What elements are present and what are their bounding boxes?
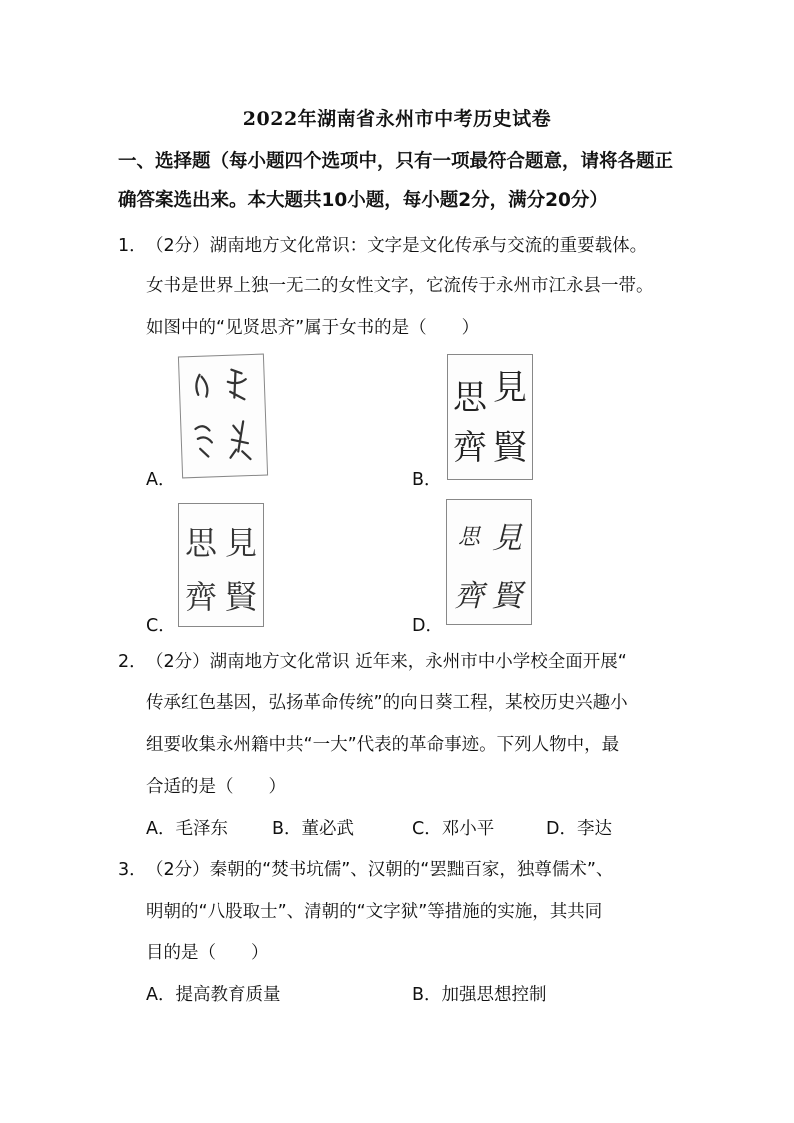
question-2-line-3: 组要收集永州籍中共“一大”代表的革命事迹。下列人物中，最 bbox=[146, 735, 620, 755]
question-3-line-3: 目的是（ ） bbox=[146, 943, 269, 963]
question-3-number: 3． bbox=[118, 860, 147, 880]
question-1-line-2: 女书是世界上独一无二的女性文字，它流传于永州市江永县一带。 bbox=[146, 276, 654, 296]
question-1-option-c-label[interactable]: C． bbox=[146, 616, 176, 636]
regular-glyphs bbox=[179, 504, 263, 626]
question-2-option-d[interactable]: D．李达 bbox=[546, 819, 612, 839]
option-d-seal-image[interactable] bbox=[446, 499, 532, 625]
question-1-option-a-label[interactable]: A． bbox=[146, 470, 176, 490]
question-1-option-d-label[interactable]: D． bbox=[412, 616, 443, 636]
question-2-option-b[interactable]: B．董必武 bbox=[272, 819, 355, 839]
seal-glyphs bbox=[447, 500, 531, 624]
svg-text:賢: 賢 bbox=[492, 579, 522, 614]
question-3-line-2: 明朝的“八股取士”、清朝的“文字狱”等措施的实施，其共同 bbox=[146, 902, 603, 922]
question-1-line-3: 如图中的“见贤思齐”属于女书的是（ ） bbox=[146, 318, 480, 338]
traditional-glyphs bbox=[448, 355, 532, 479]
question-3-option-a[interactable]: A．提高教育质量 bbox=[146, 985, 281, 1005]
section-heading-line-1: 一、选择题（每小题四个选项中，只有一项最符合题意，请将各题正 bbox=[118, 151, 674, 172]
question-3-option-b[interactable]: B．加强思想控制 bbox=[412, 985, 547, 1005]
question-3-line-1: （2分）秦朝的“焚书坑儒”、汉朝的“罢黜百家，独尊儒术”、 bbox=[146, 860, 614, 880]
question-2-line-4: 合适的是（ ） bbox=[146, 777, 286, 797]
svg-text:見: 見 bbox=[492, 521, 522, 556]
question-2-option-c[interactable]: C．邓小平 bbox=[412, 819, 495, 839]
question-2-line-1: （2分）湖南地方文化常识 近年来，永州市中小学校全面开展“ bbox=[146, 652, 627, 672]
svg-text:見: 見 bbox=[493, 368, 527, 408]
question-2-option-a[interactable]: A．毛泽东 bbox=[146, 819, 228, 839]
svg-text:齊: 齊 bbox=[184, 578, 218, 616]
svg-text:思: 思 bbox=[453, 378, 487, 418]
question-1-option-b-label[interactable]: B． bbox=[412, 470, 442, 490]
question-2-line-2: 传承红色基因，弘扬革命传统”的向日葵工程，某校历史兴趣小 bbox=[146, 693, 628, 713]
svg-text:賢: 賢 bbox=[224, 578, 258, 616]
svg-text:齊: 齊 bbox=[453, 428, 487, 468]
svg-text:思: 思 bbox=[457, 525, 481, 550]
question-1-number: 1． bbox=[118, 236, 147, 256]
svg-text:齊: 齊 bbox=[454, 579, 484, 614]
option-a-nushu-image[interactable] bbox=[178, 354, 268, 479]
nushu-glyphs bbox=[179, 355, 267, 478]
option-b-traditional-image[interactable] bbox=[447, 354, 533, 480]
svg-text:賢: 賢 bbox=[493, 428, 527, 468]
question-1-line-1: （2分）湖南地方文化常识：文字是文化传承与交流的重要载体。 bbox=[146, 236, 648, 256]
svg-text:見: 見 bbox=[224, 524, 258, 562]
option-c-regular-image[interactable] bbox=[178, 503, 264, 627]
svg-text:思: 思 bbox=[184, 524, 218, 562]
page-title: 2022年湖南省永州市中考历史试卷 bbox=[242, 108, 552, 130]
question-2-number: 2． bbox=[118, 652, 147, 672]
section-heading-line-2: 确答案选出来。本大题共10小题，每小题2分，满分20分） bbox=[118, 190, 608, 211]
